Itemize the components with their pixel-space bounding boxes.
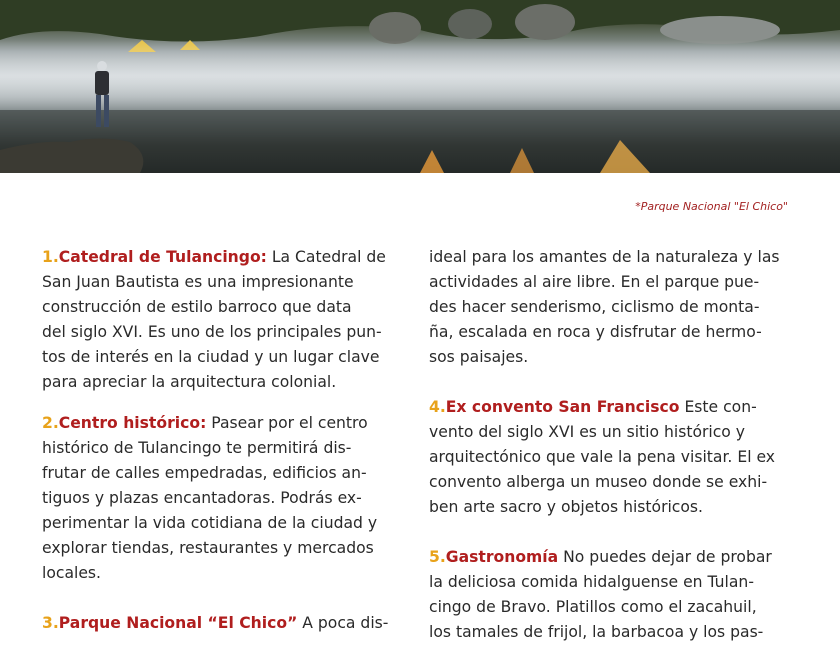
photo-caption: *Parque Nacional "El Chico" [635,200,788,213]
item-text-line: tiguos y plazas encantadoras. Podrás ex- [42,489,362,507]
lake-landscape-illustration [0,0,840,173]
item-text-line: tos de interés en la ciudad y un lugar clave [42,348,380,366]
item-text-line: frutar de calles empedradas, edificios an- [42,464,367,482]
item-text-line: des hacer senderismo, ciclismo de monta- [429,298,760,316]
right-column [429,245,799,645]
item-text-line: arquitectónico que vale la pena visitar. El ex [429,448,776,466]
item-text-line: Pasear por el centro [206,414,368,432]
item-text-line: ña, escalada en roca y disfrutar de hermo- [429,323,762,341]
list-item-continuation [429,245,799,370]
item-text-line: para apreciar la arquitectura colonial. [42,373,337,391]
list-item-ex-convento [429,395,799,520]
item-text-line: La Catedral de [266,248,386,266]
item-text-line: construcción de estilo barroco que data [42,298,352,316]
list-item-centro-historico [42,411,402,586]
item-text-line: San Juan Bautista es una impresionante [42,273,354,291]
item-title: Catedral de Tulancingo: [58,248,267,266]
item-title: Gastronomía [445,548,559,566]
list-item-gastronomia [429,545,799,645]
item-title: Parque Nacional “El Chico” [58,614,298,632]
item-number: 4. [429,398,446,416]
item-text-line: histórico de Tulancingo te permitirá dis- [42,439,352,457]
item-text-line: Este con- [679,398,757,416]
item-title: Ex convento San Francisco [445,398,680,416]
item-text-line: los tamales de frijol, la barbacoa y los pas- [429,623,764,641]
list-item-catedral [42,245,402,395]
item-text-line: sos paisajes. [429,348,529,366]
item-number: 2. [42,414,59,432]
item-text-line: la deliciosa comida hidalguense en Tulan- [429,573,754,591]
item-text-line: explorar tiendas, restaurantes y mercados [42,539,374,557]
item-number: 1. [42,248,59,266]
item-text-line: ideal para los amantes de la naturaleza y las [429,248,780,266]
item-text-line: cingo de Bravo. Platillos como el zacahuil, [429,598,757,616]
left-column [42,245,402,636]
item-number: 3. [42,614,59,632]
header-photo-lake [0,0,840,173]
item-text-line: No puedes dejar de probar [558,548,772,566]
item-text-line: A poca dis- [297,614,389,632]
item-text-line: ben arte sacro y objetos históricos. [429,498,704,516]
item-text-line: convento alberga un museo donde se exhi- [429,473,768,491]
list-item-parque-el-chico [42,611,402,636]
item-text-line: actividades al aire libre. En el parque pue- [429,273,760,291]
item-title: Centro histórico: [58,414,207,432]
item-text-line: del siglo XVI. Es uno de los principales pun- [42,323,382,341]
item-text-line: locales. [42,564,102,582]
item-number: 5. [429,548,446,566]
item-text-line: vento del siglo XVI es un sitio histórico y [429,423,746,441]
item-text-line: perimentar la vida cotidiana de la ciudad y [42,514,378,532]
